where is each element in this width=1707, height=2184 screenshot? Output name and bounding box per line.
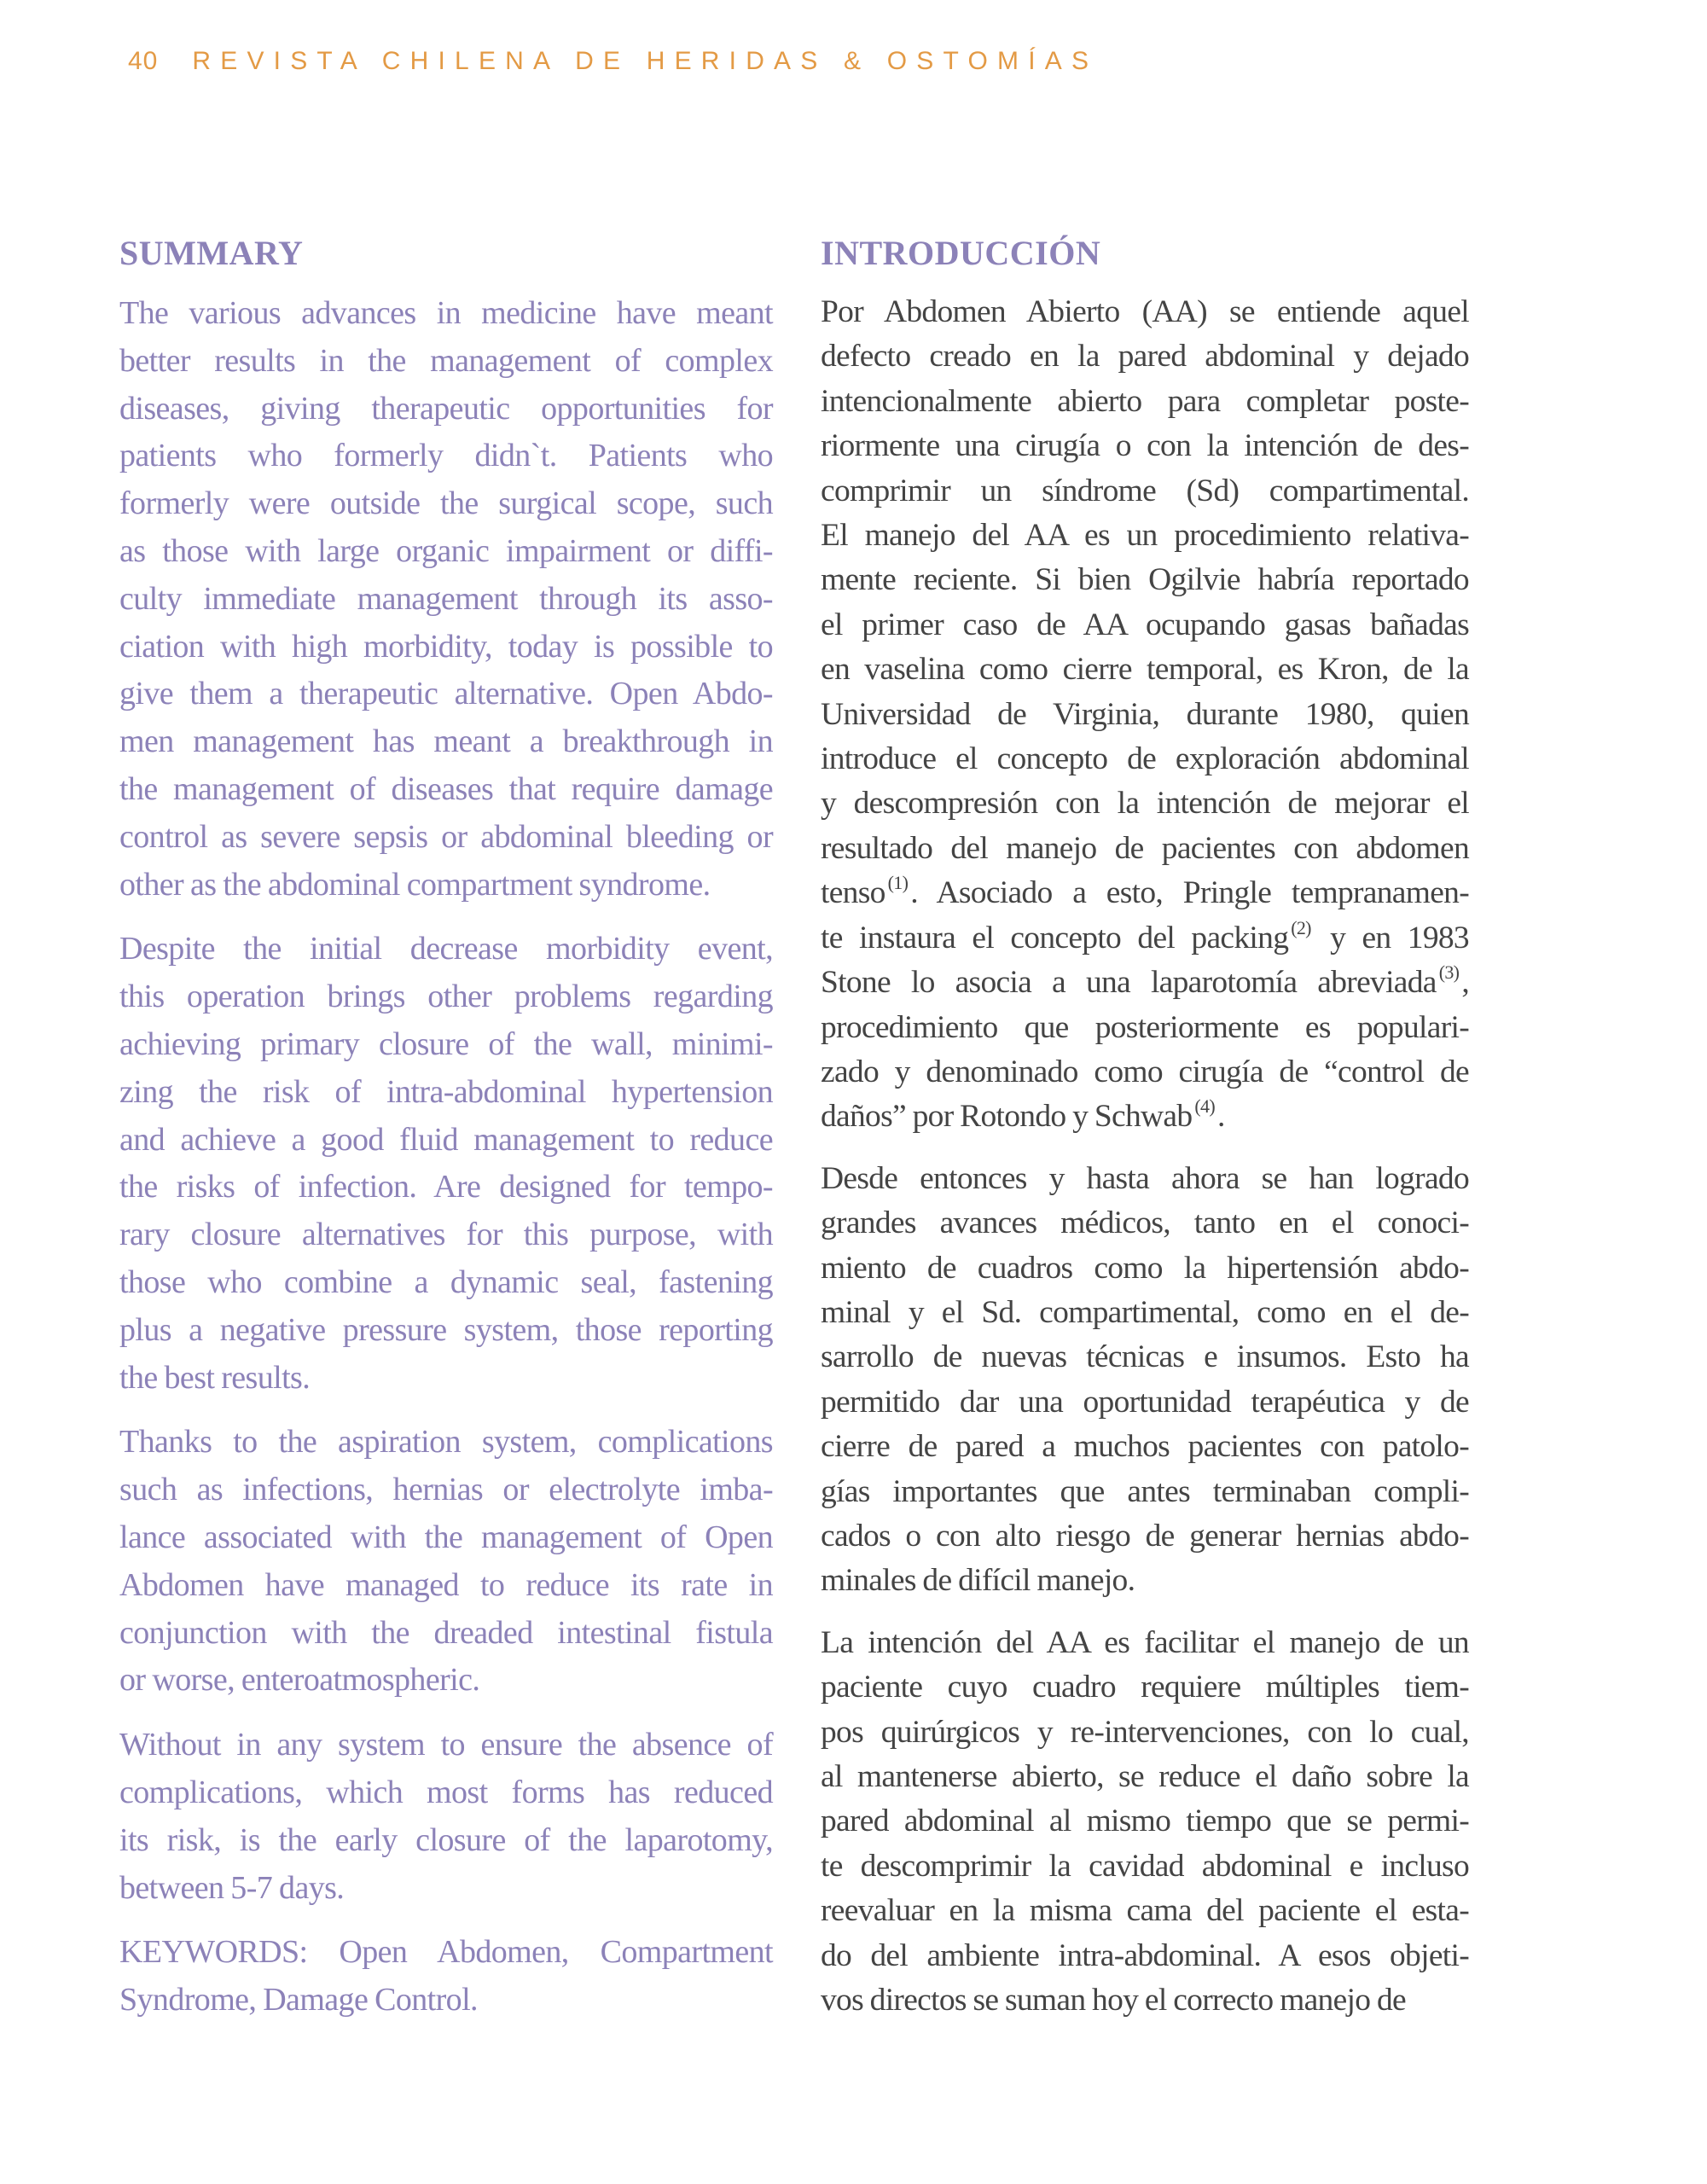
text-line: patients who formerly didn`t. Patients who bbox=[119, 438, 773, 474]
text-line: formerly were outside the surgical scope, such bbox=[119, 485, 773, 522]
line-text: Universidad de Virginia, durante 1980, quien bbox=[821, 696, 1469, 732]
line-text: Stone lo asocia a una laparotomía abreviada bbox=[821, 965, 1437, 1001]
text-line bbox=[821, 1665, 1469, 1710]
text-line: KEYWORDS: Open Abdomen, Compartment bbox=[119, 1934, 773, 1971]
text-line: give them a therapeutic alternative. Open Abdo- bbox=[119, 676, 773, 712]
line-text: en vaselina como cierre temporal, es Kron, de la bbox=[821, 652, 1469, 688]
text-line: Without in any system to ensure the absence of bbox=[119, 1727, 773, 1763]
text-line: zing the risk of intra-abdominal hypertension bbox=[119, 1073, 773, 1110]
line-text: minal y el Sd. compartimental, como en el de- bbox=[821, 1294, 1469, 1330]
introduccion-heading: INTRODUCCIÓN bbox=[821, 234, 1101, 272]
line-text: sarrollo de nuevas técnicas e insumos. Esto ha bbox=[821, 1339, 1469, 1375]
line-text: permitido dar una oportunidad terapéutica y de bbox=[821, 1384, 1469, 1420]
text-line bbox=[821, 1844, 1469, 1889]
text-line: the risks of infection. Are designed for tempo- bbox=[119, 1169, 773, 1205]
text-line: its risk, is the early closure of the laparotomy, bbox=[119, 1821, 773, 1858]
paragraph bbox=[119, 926, 773, 1402]
summary-body bbox=[119, 290, 773, 2024]
paragraph bbox=[821, 290, 1469, 1140]
text-line bbox=[821, 1978, 1469, 2023]
line-text: do del ambiente intra-abdominal. A esos objeti- bbox=[821, 1937, 1469, 1973]
paragraph bbox=[119, 1929, 773, 2024]
text-line bbox=[821, 1559, 1469, 1603]
text-line: rary closure alternatives for this purpose, with bbox=[119, 1217, 773, 1253]
text-line bbox=[821, 514, 1469, 558]
text-line bbox=[821, 827, 1469, 871]
text-line bbox=[821, 1157, 1469, 1201]
line-text: pared abdominal al mismo tiempo que se permi- bbox=[821, 1804, 1469, 1839]
line-text: grandes avances médicos, tanto en el conoci- bbox=[821, 1205, 1469, 1241]
text-line: complications, which most forms has reduced bbox=[119, 1774, 773, 1810]
line-text-after-citation: . Asociado a esto, Pringle tempranamen- bbox=[910, 875, 1469, 911]
text-line: and achieve a good fluid management to reduce bbox=[119, 1121, 773, 1158]
line-text-after-citation: , bbox=[1461, 965, 1469, 1001]
line-text: cierre de pared a muchos pacientes con patolo- bbox=[821, 1429, 1469, 1465]
line-text: El manejo del AA es un procedimiento relativa- bbox=[821, 518, 1469, 554]
line-text: defecto creado en la pared abdominal y dejado bbox=[821, 339, 1469, 375]
text-line: conjunction with the dreaded intestinal fistula bbox=[119, 1614, 773, 1651]
text-line: control as severe sepsis or abdominal bleeding or bbox=[119, 818, 773, 855]
journal-title: REVISTA CHILENA DE HERIDAS & OSTOMÍAS bbox=[192, 47, 1099, 75]
text-line bbox=[821, 1246, 1469, 1291]
text-line: the best results. bbox=[119, 1359, 311, 1396]
text-line bbox=[821, 781, 1469, 826]
text-line bbox=[821, 334, 1469, 379]
text-line bbox=[821, 1201, 1469, 1246]
line-text: te descomprimir la cavidad abdominal e incluso bbox=[821, 1848, 1469, 1884]
text-line bbox=[821, 1006, 1469, 1050]
text-line: other as the abdominal compartment syndrome. bbox=[119, 866, 711, 903]
text-line bbox=[821, 1934, 1469, 1978]
text-line: between 5-7 days. bbox=[119, 1869, 345, 1906]
paragraph bbox=[821, 1157, 1469, 1604]
text-line bbox=[821, 424, 1469, 468]
text-line bbox=[821, 1889, 1469, 1933]
text-line bbox=[821, 737, 1469, 781]
text-line: ciation with high morbidity, today is possible to bbox=[119, 628, 773, 665]
line-text: te instaura el concepto del packing bbox=[821, 920, 1289, 956]
citation-reference: (2) bbox=[1291, 916, 1311, 938]
line-text: tenso bbox=[821, 875, 885, 911]
citation-reference: (4) bbox=[1194, 1095, 1215, 1118]
text-line bbox=[821, 1095, 1469, 1139]
paragraph bbox=[119, 290, 773, 909]
line-text: gías importantes que antes terminaban compli- bbox=[821, 1473, 1469, 1509]
text-line: as those with large organic impairment or diffi- bbox=[119, 532, 773, 569]
text-line: diseases, giving therapeutic opportunities for bbox=[119, 390, 773, 427]
text-line bbox=[821, 1799, 1469, 1844]
text-line bbox=[821, 1755, 1469, 1799]
line-text: introduce el concepto de exploración abdominal bbox=[821, 741, 1469, 777]
page-number: 40 bbox=[128, 47, 159, 75]
text-line: Thanks to the aspiration system, complications bbox=[119, 1424, 773, 1461]
line-text: procedimiento que posteriormente es populari- bbox=[821, 1009, 1469, 1045]
text-line bbox=[821, 1335, 1469, 1380]
text-line bbox=[821, 1050, 1469, 1095]
line-text: minales de difícil manejo. bbox=[821, 1563, 1135, 1599]
line-text: Desde entonces y hasta ahora se han logrado bbox=[821, 1160, 1469, 1196]
line-text: Por Abdomen Abierto (AA) se entiende aquel bbox=[821, 294, 1469, 329]
text-line: better results in the management of complex bbox=[119, 342, 773, 379]
line-text: La intención del AA es facilitar el manejo de un bbox=[821, 1624, 1469, 1660]
text-line: Syndrome, Damage Control. bbox=[119, 1982, 478, 2018]
text-line: this operation brings other problems regarding bbox=[119, 979, 773, 1015]
line-text: riormente una cirugía o con la intención de des- bbox=[821, 428, 1469, 464]
text-line bbox=[821, 1621, 1469, 1665]
text-line bbox=[821, 558, 1469, 602]
line-text: vos directos se suman hoy el correcto manejo de bbox=[821, 1983, 1406, 2018]
text-line: such as infections, hernias or electrolyte imba- bbox=[119, 1472, 773, 1508]
text-line bbox=[821, 916, 1469, 961]
text-line: men management has meant a breakthrough in bbox=[119, 723, 773, 760]
text-line: achieving primary closure of the wall, minimi- bbox=[119, 1025, 773, 1062]
line-text: resultado del manejo de pacientes con abdomen bbox=[821, 830, 1469, 866]
paragraph bbox=[119, 1419, 773, 1705]
text-line: plus a negative pressure system, those reporting bbox=[119, 1311, 773, 1348]
line-text-after-citation: . bbox=[1216, 1099, 1225, 1135]
line-text: miento de cuadros como la hipertensión abdo- bbox=[821, 1250, 1469, 1286]
running-header bbox=[128, 44, 1098, 78]
citation-reference: (1) bbox=[887, 872, 909, 894]
line-text: reevaluar en la misma cama del paciente el esta- bbox=[821, 1893, 1469, 1929]
text-line bbox=[821, 871, 1469, 915]
paragraph bbox=[821, 1621, 1469, 2024]
line-text: al mantenerse abierto, se reduce el daño sobre la bbox=[821, 1759, 1469, 1794]
summary-heading: SUMMARY bbox=[119, 234, 304, 272]
line-text: paciente cuyo cuadro requiere múltiples tiem- bbox=[821, 1670, 1469, 1705]
text-line bbox=[821, 1470, 1469, 1514]
line-text: intencionalmente abierto para completar poste- bbox=[821, 383, 1469, 419]
text-line: Abdomen have managed to reduce its rate in bbox=[119, 1566, 773, 1603]
line-text: comprimir un síndrome (Sd) compartimental. bbox=[821, 473, 1469, 508]
text-line: those who combine a dynamic seal, fastening bbox=[119, 1263, 773, 1300]
text-line bbox=[821, 1380, 1469, 1425]
line-text: daños” por Rotondo y Schwab bbox=[821, 1099, 1193, 1135]
citation-reference: (3) bbox=[1438, 961, 1460, 984]
text-line: culty immediate management through its asso- bbox=[119, 580, 773, 617]
summary-section bbox=[119, 229, 773, 2042]
text-line bbox=[821, 380, 1469, 424]
text-line bbox=[821, 648, 1469, 692]
text-line: or worse, enteroatmospheric. bbox=[119, 1662, 480, 1699]
line-text: mente reciente. Si bien Ogilvie habría reportado bbox=[821, 562, 1469, 598]
text-line: The various advances in medicine have meant bbox=[119, 295, 773, 331]
line-text-after-citation: y en 1983 bbox=[1313, 920, 1469, 956]
line-text: pos quirúrgicos y re-intervenciones, con lo cual, bbox=[821, 1714, 1469, 1750]
text-line bbox=[821, 1514, 1469, 1559]
introduccion-section bbox=[821, 229, 1469, 2040]
text-line: Despite the initial decrease morbidity event, bbox=[119, 931, 773, 967]
text-line: the management of diseases that require damage bbox=[119, 770, 773, 807]
line-text: el primer caso de AA ocupando gasas bañadas bbox=[821, 607, 1469, 642]
text-line bbox=[821, 469, 1469, 514]
paragraph bbox=[119, 1722, 773, 1912]
line-text: cados o con alto riesgo de generar hernias abdo- bbox=[821, 1518, 1469, 1554]
text-line bbox=[821, 693, 1469, 737]
text-line bbox=[821, 603, 1469, 648]
text-line bbox=[821, 1291, 1469, 1335]
introduccion-body bbox=[821, 290, 1469, 2023]
text-line bbox=[821, 1711, 1469, 1755]
text-line: lance associated with the management of Open bbox=[119, 1519, 773, 1555]
text-line bbox=[821, 1425, 1469, 1469]
text-line bbox=[821, 961, 1469, 1005]
text-line bbox=[821, 290, 1469, 334]
line-text: zado y denominado como cirugía de “control de bbox=[821, 1054, 1469, 1089]
line-text: y descompresión con la intención de mejorar el bbox=[821, 786, 1469, 822]
